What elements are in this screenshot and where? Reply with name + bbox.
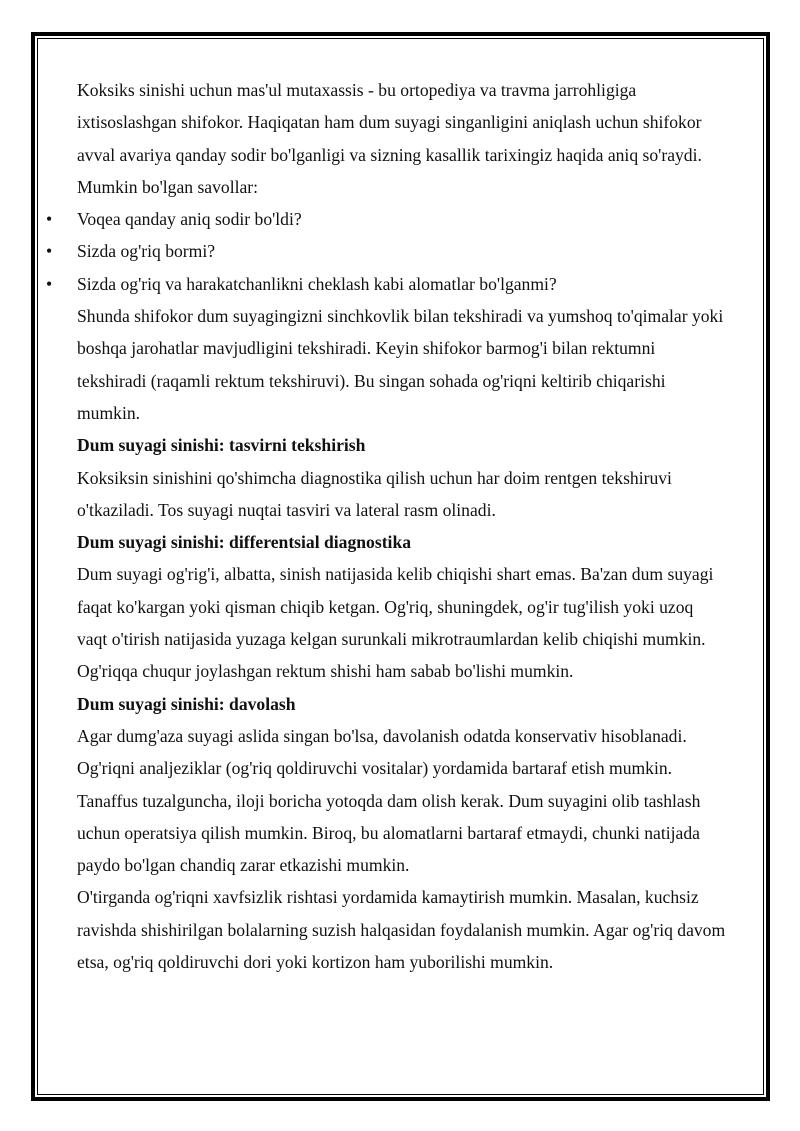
imaging-paragraph: Koksiksin sinishini qo'shimcha diagnostika qilish uchun har doim rentgen tekshiruvi o'tkaziladi. Tos suyagi nuqtai tasviri va lateral rasm olinadi. xyxy=(77,467,672,520)
list-item-text: Sizda og'riq va harakatchanlikni cheklash kabi alomatlar bo'lganmi? xyxy=(77,273,557,294)
document-body xyxy=(46,74,727,978)
bullet-icon: • xyxy=(46,241,53,262)
treatment-paragraph: Agar dumg'aza suyagi aslida singan bo'lsa, davolanish odatda konservativ hisoblanadi. Og'riqni analjeziklar (og'riq qoldiruvchi vositalar) yordamida bartaraf etish mumkin. Tanaffus tuzalguncha, iloji boricha yotoqda dam olish kerak. Dum suyagini olib tashlash uchun operatsiya qilish mumkin. Biroq, bu alomatlarni bartaraf etmaydi, chunki natijada paydo bo'lgan chandiq zarar etkazishi mumkin. xyxy=(77,725,701,876)
list-item xyxy=(46,268,727,300)
list-item xyxy=(46,235,727,267)
differential-heading: Dum suyagi sinishi: differentsial diagnostika xyxy=(77,532,412,553)
bullet-icon: • xyxy=(46,273,53,294)
list-item xyxy=(46,203,727,235)
final-paragraph: O'tirganda og'riqni xavfsizlik rishtasi yordamida kamaytirish mumkin. Masalan, kuchsiz ravishda shishirilgan bolalarning suzish halqasidan foydalanish mumkin. Agar og'riq davom etsa, og'riq qoldiruvchi dori yoki kortizon ham yuborilishi mumkin. xyxy=(77,887,726,973)
examination-paragraph: Shunda shifokor dum suyagingizni sinchkovlik bilan tekshiradi va yumshoq to'qimalar yoki boshqa jarohatlar mavjudligini tekshiradi. Keyin shifokor barmog'i bilan rektumni tekshiradi (raqamli rektum tekshiruvi). Bu singan sohada og'riqni keltirib chiqarishi mumkin. xyxy=(77,306,724,423)
list-item-text: Voqea qanday aniq sodir bo'ldi? xyxy=(77,209,302,230)
intro-paragraph: Koksiks sinishi uchun mas'ul mutaxassis - bu ortopediya va travma jarrohligiga ixtisoslashgan shifokor. Haqiqatan ham dum suyagi singanligini aniqlash uchun shifokor avval avariya qanday sodir bo'lganligi va sizning kasallik tarixingiz haqida aniq so'raydi. Mumkin bo'lgan savollar: xyxy=(77,80,702,197)
bullet-icon: • xyxy=(46,209,53,230)
list-item-text: Sizda og'riq bormi? xyxy=(77,241,216,262)
differential-paragraph: Dum suyagi og'rig'i, albatta, sinish natijasida kelib chiqishi shart emas. Ba'zan dum suyagi faqat ko'kargan yoki qisman chiqib ketgan. Og'riq, shuningdek, og'ir tug'ilish yoki uzoq vaqt o'tirish natijasida yuzaga kelgan surunkali mikrotraumlardan kelib chiqishi mumkin. Og'riqqa chuqur joylashgan rektum shishi ham sabab bo'lishi mumkin. xyxy=(77,564,714,682)
questions-list xyxy=(46,203,727,300)
treatment-heading: Dum suyagi sinishi: davolash xyxy=(77,693,296,714)
imaging-heading: Dum suyagi sinishi: tasvirni tekshirish xyxy=(77,435,366,456)
